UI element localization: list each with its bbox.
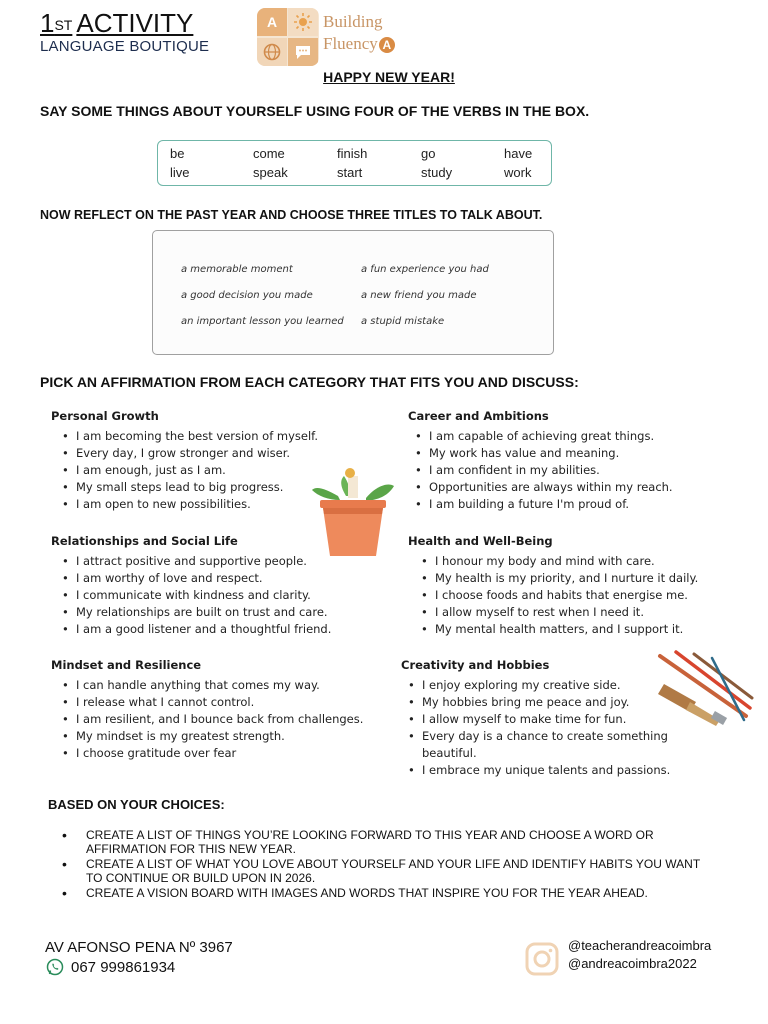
school-name: LANGUAGE BOUTIQUE — [40, 38, 210, 55]
affirmations-instruction: PICK AN AFFIRMATION FROM EACH CATEGORY THAT FITS YOU AND DISCUSS: — [40, 374, 579, 390]
paintbrushes-icon — [654, 650, 754, 726]
letter-a-icon: A — [257, 8, 287, 36]
category-title: Creativity and Hobbies — [401, 658, 550, 672]
titles-box — [152, 230, 554, 355]
based-on-choices-heading: BASED ON YOUR CHOICES: — [48, 797, 225, 812]
happy-new-year-heading: HAPPY NEW YEAR! — [323, 69, 455, 85]
logo-a-badge: A — [379, 37, 395, 53]
affirmation-item: • My mental health matters, and I support it. — [418, 621, 698, 638]
title-option: a stupid mistake — [361, 316, 445, 327]
activity-title — [40, 8, 193, 38]
logo-tiles — [257, 8, 319, 66]
task-list — [58, 828, 718, 901]
whatsapp-icon — [46, 958, 64, 976]
sun-icon — [288, 8, 318, 36]
verb-word: come — [253, 146, 285, 161]
category-mindset-resilience — [51, 658, 363, 762]
verb-word: go — [421, 146, 436, 161]
category-relationships — [51, 534, 331, 638]
affirmation-item: • I choose gratitude over fear — [59, 745, 363, 762]
affirmation-item: • I communicate with kindness and clarity. — [59, 587, 331, 604]
verbs-instruction: SAY SOME THINGS ABOUT YOURSELF USING FOUR OF THE VERBS IN THE BOX. — [40, 103, 590, 119]
affirmation-item: • I embrace my unique talents and passions. — [405, 762, 692, 779]
titles-instruction: NOW REFLECT ON THE PAST YEAR AND CHOOSE THREE TITLES TO TALK ABOUT. — [40, 208, 543, 222]
category-health-wellbeing — [408, 534, 698, 638]
verb-word: speak — [253, 165, 288, 180]
logo-line-2: Fluency — [323, 34, 378, 53]
plant-pot-icon — [310, 466, 396, 558]
affirmation-item: • I allow myself to rest when I need it. — [418, 604, 698, 621]
category-career-ambitions — [408, 409, 673, 513]
category-title: Relationships and Social Life — [51, 534, 238, 548]
verb-word: have — [504, 146, 533, 161]
affirmation-item: • I am open to new possibilities. — [59, 496, 318, 513]
phone-number: 067 999861934 — [71, 958, 176, 976]
logo-line-1: Building — [323, 12, 383, 31]
verb-word: live — [170, 165, 190, 180]
verb-word: work — [504, 165, 532, 180]
building-fluency-logo — [257, 8, 407, 66]
affirmation-item: • I am capable of achieving great things. — [412, 428, 673, 445]
affirmation-item: • I am worthy of love and respect. — [59, 570, 331, 587]
affirmation-item: • My health is my priority, and I nurture it daily. — [418, 570, 698, 587]
social-handle: @andreacoimbra2022 — [568, 956, 697, 971]
affirmation-item: • I allow myself to make time for fun. — [405, 711, 692, 728]
chat-bubble-icon — [288, 38, 318, 66]
globe-icon — [257, 38, 287, 66]
affirmation-item: • My work has value and meaning. — [412, 445, 673, 462]
affirmation-item: • I release what I cannot control. — [59, 694, 363, 711]
category-personal-growth — [51, 409, 318, 513]
affirmation-item: • Opportunities are always within my reach. — [412, 479, 673, 496]
logo-wordmark — [323, 11, 395, 55]
affirmation-item: • My small steps lead to big progress. — [59, 479, 318, 496]
verb-word: study — [421, 165, 453, 180]
instagram-icon — [525, 942, 559, 976]
title-option: a memorable moment — [181, 264, 293, 275]
affirmation-item: • I am building a future I'm proud of. — [412, 496, 673, 513]
affirmation-item: • My mindset is my greatest strength. — [59, 728, 363, 745]
activity-number: 1 — [40, 8, 55, 38]
affirmation-item: • My hobbies bring me peace and joy. — [405, 694, 692, 711]
affirmation-item: • I am resilient, and I bounce back from challenges. — [59, 711, 363, 728]
affirmation-item: • I attract positive and supportive people. — [59, 553, 331, 570]
task-item: • CREATE A VISION BOARD WITH IMAGES AND WORDS THAT INSPIRE YOU FOR THE YEAR AHEAD. — [58, 886, 718, 900]
category-creativity-hobbies — [401, 658, 692, 779]
category-title: Career and Ambitions — [408, 409, 549, 423]
affirmation-item: • I can handle anything that comes my way. — [59, 677, 363, 694]
title-option: a fun experience you had — [361, 264, 489, 275]
activity-word: ACTIVITY — [76, 8, 194, 38]
category-title: Health and Well-Being — [408, 534, 553, 548]
title-option: a new friend you made — [361, 290, 477, 301]
title-option: an important lesson you learned — [181, 316, 344, 327]
verb-word: start — [337, 165, 363, 180]
affirmation-item: • I am enough, just as I am. — [59, 462, 318, 479]
task-item: • CREATE A LIST OF THINGS YOU’RE LOOKING FORWARD TO THIS YEAR AND CHOOSE A WORD OR AFFIRMATION FOR THIS NEW YEAR. — [58, 828, 718, 856]
address: AV AFONSO PENA Nº 3967 — [45, 939, 233, 956]
title-option: a good decision you made — [181, 290, 313, 301]
affirmation-item: • I honour my body and mind with care. — [418, 553, 698, 570]
affirmation-item: • Every day, I grow stronger and wiser. — [59, 445, 318, 462]
verb-box — [157, 140, 552, 186]
activity-ordinal: ST — [54, 17, 73, 33]
affirmation-item: • I am a good listener and a thoughtful friend. — [59, 621, 331, 638]
category-title: Mindset and Resilience — [51, 658, 202, 672]
affirmation-item: • I choose foods and habits that energise me. — [418, 587, 698, 604]
verb-word: be — [170, 146, 185, 161]
social-handle: @teacherandreacoimbra — [568, 938, 712, 953]
verb-word: finish — [337, 146, 368, 161]
affirmation-item: • I am confident in my abilities. — [412, 462, 673, 479]
category-title: Personal Growth — [51, 409, 159, 423]
task-item: • CREATE A LIST OF WHAT YOU LOVE ABOUT YOURSELF AND YOUR LIFE AND IDENTIFY HABITS YOU WANT TO CONTINUE OR BUILD UPON IN 2026. — [58, 857, 718, 885]
affirmation-item: • I am becoming the best version of myself. — [59, 428, 318, 445]
affirmation-item: • Every day is a chance to create something beautiful. — [405, 728, 692, 762]
phone-line — [46, 958, 175, 976]
affirmation-item: • I enjoy exploring my creative side. — [405, 677, 692, 694]
affirmation-item: • My relationships are built on trust and care. — [59, 604, 331, 621]
